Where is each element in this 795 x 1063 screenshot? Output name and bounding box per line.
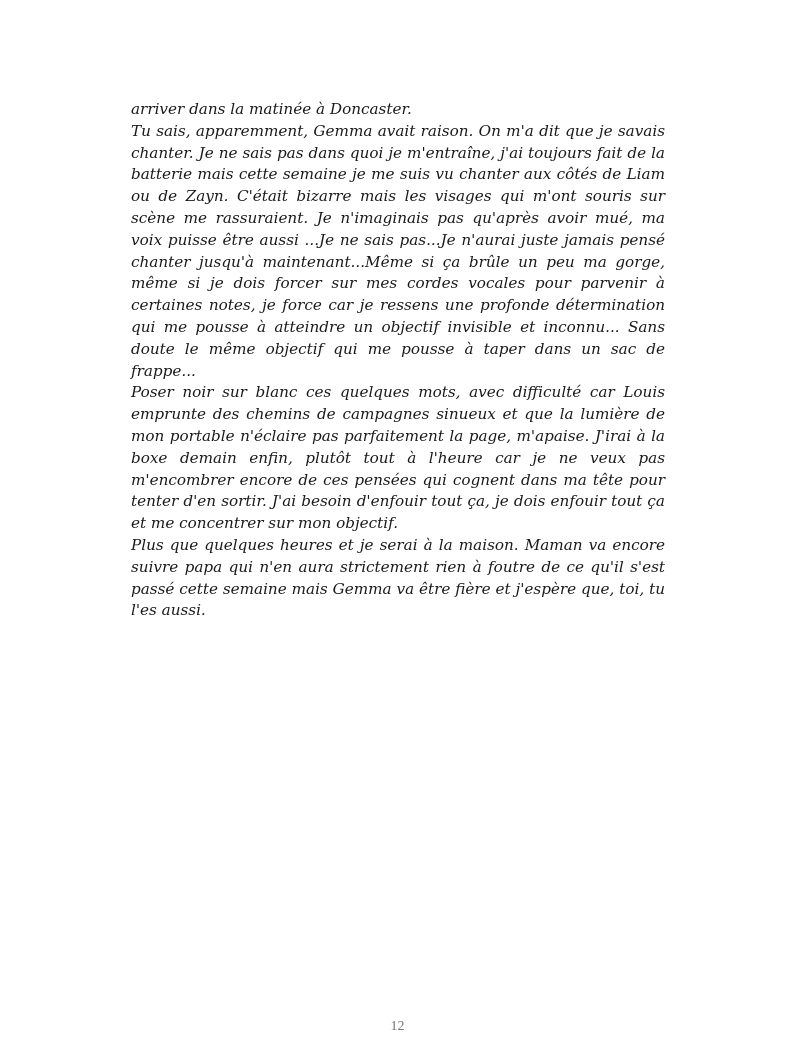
body-text — [131, 99, 665, 622]
paragraph-4: Plus que quelques heures et je serai à la maison. Maman va encore suivre papa qui n'en aura strictement rien à foutre de ce qu'il s'est passé cette semaine mais Gemma va être fière et j'espère que, toi, tu l'es aussi. — [131, 535, 665, 620]
paragraph-1: arriver dans la matinée à Doncaster. — [131, 100, 412, 118]
paragraph-3: Poser noir sur blanc ces quelques mots, avec difficulté car Louis emprunte des chemins de campagnes sinueux et que la lumière de mon portable n'éclaire pas parfaitement la page, m'apaise. J'irai à la boxe demain enfin, plutôt tout à l'heure car je ne veux pas m'encombrer encore de ces pensées qui cognent dans ma tête pour tenter d'en sortir. J'ai besoin d'enfouir tout ça, je dois enfouir tout ça et me concentrer sur mon objectif. — [131, 383, 665, 533]
page-number: 12 — [390, 1019, 405, 1034]
paragraph-2: Tu sais, apparemment, Gemma avait raison. On m'a dit que je savais chanter. Je ne sais pas dans quoi je m'entraîne, j'ai toujours fait de la batterie mais cette semaine je me suis vu chanter aux côtés de Liam ou de Zayn. C'était bizarre mais les visages qui m'ont souris sur scène me rassuraient. Je n'imaginais pas qu'après avoir mué, ma voix puisse être aussi ...Je ne sais pas...Je n'aurai juste jamais pensé chanter jusqu'à maintenant...Même si ça brûle un peu ma gorge, même si je dois forcer sur mes cordes vocales pour parvenir à certaines notes, je force car je ressens une profonde détermination qui me pousse à atteindre un objectif invisible et inconnu... Sans doute le même objectif qui me pousse à taper dans un sac de frappe... — [131, 121, 665, 380]
